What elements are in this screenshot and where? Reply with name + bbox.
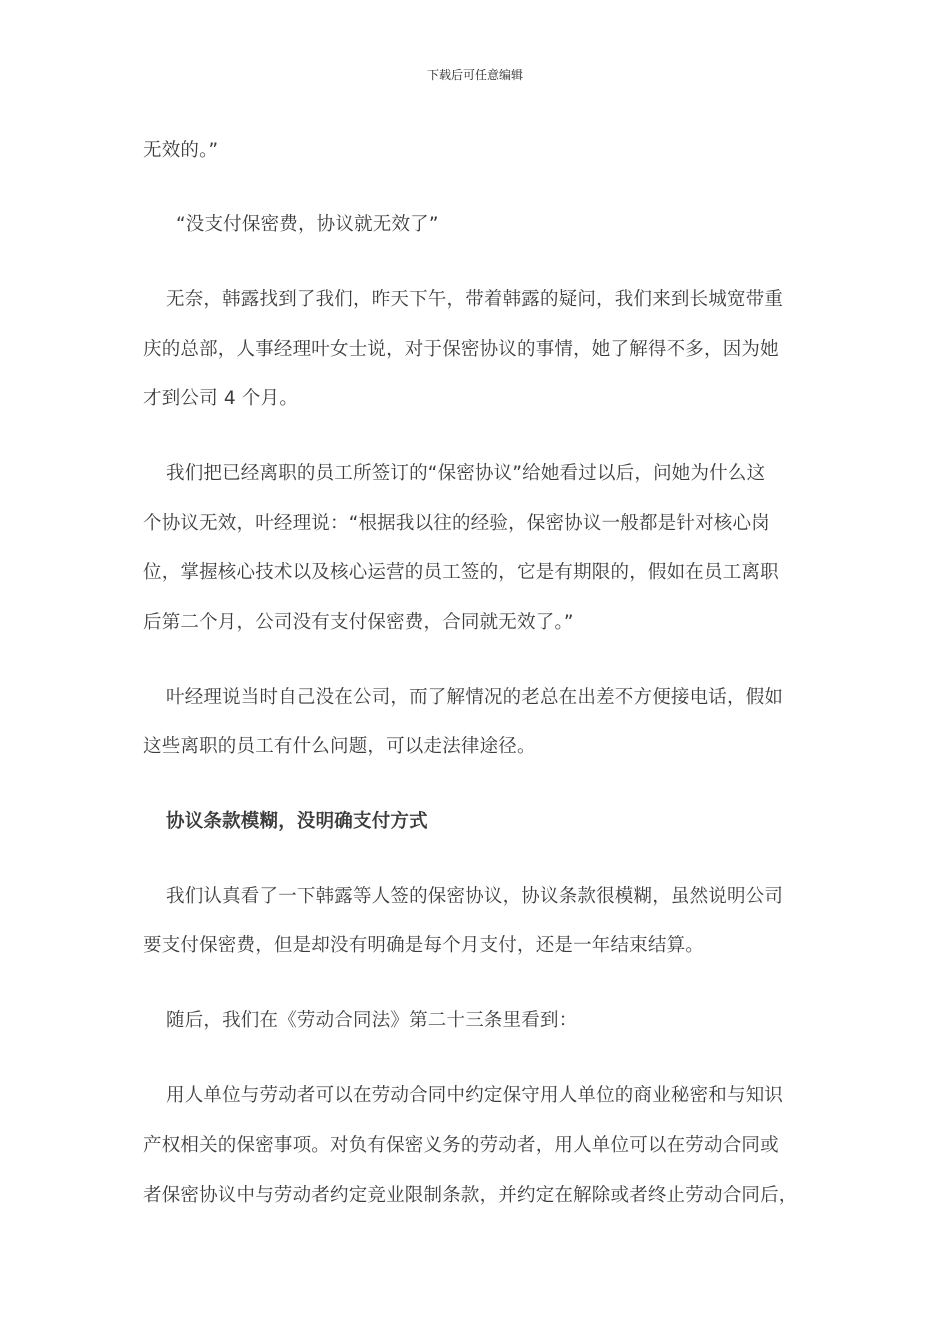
paragraph-line: 用人单位与劳动者可以在劳动合同中约定保守用人单位的商业秘密和与知识 (166, 1085, 784, 1106)
paragraph-line: 我们把已经离职的员工所签订的“保密协议”给她看过以后，问她为什么这 (166, 463, 766, 484)
paragraph-line: 产权相关的保密事项。对负有保密义务的劳动者，用人单位可以在劳动合同或 (143, 1135, 779, 1156)
paragraph-line: 要支付保密费，但是却没有明确是每个月支付，还是一年结束结算。 (143, 935, 705, 956)
subheading-quote: “没支付保密费，协议就无效了” (176, 214, 439, 235)
paragraph-line: 叶经理说当时自己没在公司，而了解情况的老总在出差不方便接电话，假如 (166, 687, 784, 708)
paragraph-line: 才到公司 4 个月。 (143, 388, 299, 409)
section-heading: 协议条款模糊，没明确支付方式 (166, 811, 428, 832)
paragraph-line: 个协议无效，叶经理说：“根据我以往的经验，保密协议一般都是针对核心岗 (143, 513, 770, 534)
paragraph-line: 后第二个月，公司没有支付保密费，合同就无效了。” (143, 612, 574, 633)
paragraph-line: 随后，我们在《劳动合同法》第二十三条里看到： (166, 1010, 578, 1031)
paragraph-line: 无奈，韩露找到了我们，昨天下午，带着韩露的疑问，我们来到长城宽带重 (166, 289, 784, 310)
paragraph-line: 庆的总部，人事经理叶女士说，对于保密协议的事情，她了解得不多，因为她 (143, 339, 779, 360)
paragraph-line: 者保密协议中与劳动者约定竞业限制条款，并约定在解除或者终止劳动合同后， (143, 1185, 798, 1206)
paragraph-line: 这些离职的员工有什么问题，可以走法律途径。 (143, 736, 536, 757)
paragraph-line: 位，掌握核心技术以及核心运营的员工签的，它是有期限的，假如在员工离职 (143, 562, 779, 583)
paragraph-line: 我们认真看了一下韩露等人签的保密协议，协议条款很模糊，虽然说明公司 (166, 886, 784, 907)
page-header: 下载后可任意编辑 (426, 68, 523, 82)
paragraph-line: 无效的。” (143, 140, 219, 161)
